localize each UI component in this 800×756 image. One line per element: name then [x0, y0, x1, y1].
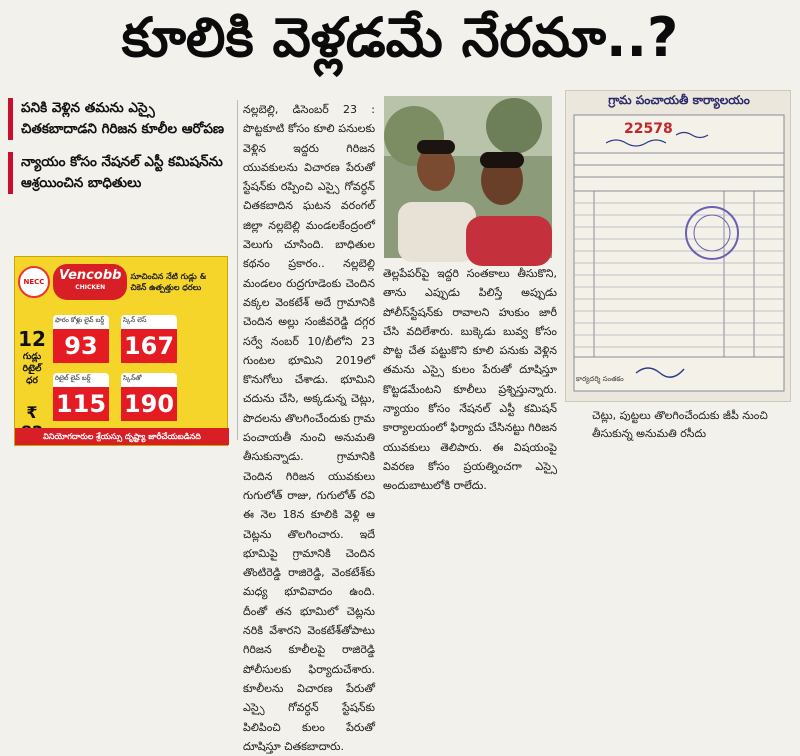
ad-description: సూచించిన నేటి గుడ్లు & చికెన్ ఉత్పత్తుల ధరలు — [130, 272, 207, 292]
subhead-2: న్యాయం కోసం నేషనల్‌ ఎస్టీ కమిషన్‌ను ఆశ్రయించిన బాధితులు — [8, 152, 230, 194]
ad-price-panel — [15, 309, 229, 429]
egg-label: గుడ్లు రిటైల్ ధర — [22, 352, 42, 386]
column-divider — [237, 100, 238, 440]
article-column-2: తెల్లపేపర్‌పై ఇద్దరి సంతకాలు తీసుకొని, తాను ఎప్పుడు పిలిస్తే అప్పుడు పోలీస్‌స్టేషన్‌కు రావాలని హుకుం జారీ చేసి వదిలేశారు. బుక్కెడు బువ్వ కోసం పొట్ట చేత పట్టుకొని కూలి పనుకు వెళ్లిన తమను ఎస్సై కులం పేరుతో దూషిస్తూ కొట్టడమేంటని కూలీలు ప్రశ్నిస్తున్నారు. న్యాయం కోసం నేషనల్ ఎస్టీ కమిషన్ కార్యాలయంలో ఫిర్యాదు చేసినట్టు గిరిజన యువకులు తెలిపారు. ఈ విషయంపై వివరణ కోసం ప్రయత్నించగా ఎస్సై అందుబాటులోకి రాలేదు. — [383, 267, 557, 493]
vencobb-logo — [53, 264, 127, 300]
price-card-retail-live — [53, 373, 109, 421]
subheads — [8, 98, 230, 206]
price-label: ఫారం కోళ్లు లైవ్ బర్డ్ — [55, 316, 105, 324]
price-value: 167 — [121, 329, 177, 363]
price-value: 190 — [121, 387, 177, 421]
price-label: స్కిన్‌తో — [123, 374, 142, 382]
receipt-title: గ్రామ పంచాయతీ కార్యాలయం — [608, 93, 750, 107]
price-label: రిటైల్ లైవ్ బర్డ్ — [55, 374, 91, 382]
price-card-broiler-live — [53, 315, 109, 363]
receipt-footer: కార్యదర్శి సంతకం — [576, 375, 624, 383]
ad-header — [15, 257, 227, 307]
article-column-1: నల్లబెల్లి, డిసెంబర్ 23 : పొట్టకూటి కోసం కూలి పనులకు వెళ్లిన ఇద్దరు గిరిజన యువకులను విచారణ పేరుతో స్టేషన్‌కు రప్పించి ఎస్సై గోవర్ధన్ చితకబాదిన ఘటన వరంగల్ జిల్లా నల్లబెల్లి మండలకేంద్రంలో వెలుగు చూసింది. బాధితుల కథనం ప్రకారం.. నల్లబెల్లి మండలం రుద్రగూడెంకు చెందిన వక్కల వెంకటేశ్ అదే గ్రామానికి చెందిన అల్లు సంజీవరెడ్డి దగ్గర సర్వే నంబర్ 10/బీలోని 23 గుంటల భూమిని 2019లో కొనుగోలు చేశాడు. భూమిని చదును చేసి, అక్కడున్న చెట్లు, పొదలను తొలగించేందుకు గ్రామ పంచాయతీ నుంచి అనుమతి తీసుకున్నాడు. గ్రామానికి చెందిన గిరిజన యువకులు గుగులోత్ రాజు, గుగులోత్ రవి ఈ నెల 18న కూలికి వెళ్లి ఆ చెట్లను తొలగించారు. ఇదే భూమిపై గ్రామానికి చెందిన తొంటిరెడ్డి రాజిరెడ్డి, వెంకటేశ్‌కు మధ్య భూవివాదం ఉంది. దీంతో తన భూమిలో చెట్లను నరికి వేశారని వెంకటేశ్‌తోపాటు గిరిజన కూలీలపై రాజిరెడ్డి పోలీసులకు ఫిర్యాదుచేశారు. కూలీలను విచారణ పేరుతో ఎస్సై గోవర్ధన్ స్టేషన్‌కు పిలిపించి కులం పేరుతో దూషిస్తూ చితకబాదారు. — [243, 103, 375, 753]
price-card-skinless — [121, 315, 177, 363]
price-value: 115 — [53, 387, 109, 421]
vencobb-brand: Vencobb — [59, 268, 122, 283]
price-card-with-skin — [121, 373, 177, 421]
receipt-number: 22578 — [624, 121, 673, 137]
chicken-price-ad[interactable] — [14, 256, 228, 446]
vencobb-sub: CHICKEN — [75, 284, 106, 291]
egg-price: ₹ — [26, 403, 38, 422]
permission-receipt — [565, 90, 791, 402]
receipt-illustration — [566, 91, 792, 403]
receipt-caption: చెట్లు, పుట్టలు తొలగించేందుకు జీపీ నుంచి తీసుకున్న అనుమతి రసీదు — [592, 409, 768, 440]
victims-photo-illustration — [384, 96, 552, 258]
victims-photo — [384, 96, 552, 258]
subhead-1: పనికి వెళ్లిన తమను ఎస్సై చితకబాదాడని గిరిజన కూలీల ఆరోపణ — [8, 98, 230, 140]
price-label: స్కిన్ లెస్ — [123, 316, 147, 324]
necc-logo-icon: NECC — [18, 266, 50, 298]
headline: కూలికి వెళ్లడమే నేరమా..? — [121, 5, 679, 69]
price-value: 93 — [53, 329, 109, 363]
ad-footer: వినియోగదారుల శ్రేయస్సు దృష్ట్యా జారీచేయబడినది — [15, 428, 229, 445]
egg-count: 12 — [18, 327, 46, 351]
